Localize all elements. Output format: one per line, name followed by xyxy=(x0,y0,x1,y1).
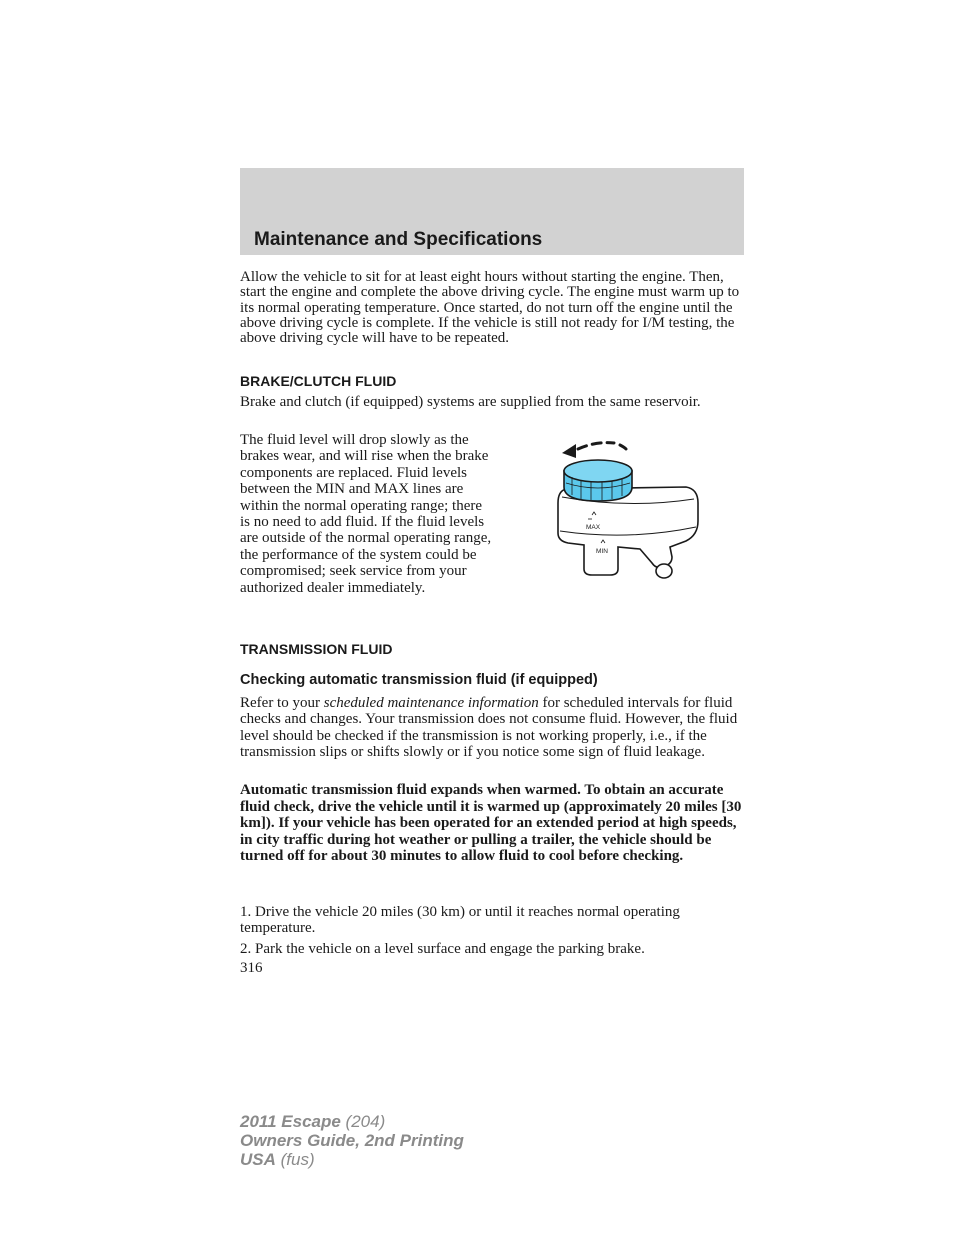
transmission-fluid-heading: TRANSMISSION FLUID xyxy=(240,641,393,657)
section-header-band xyxy=(240,168,744,255)
min-line-label: MIN xyxy=(596,548,608,555)
step-1-paragraph: 1. Drive the vehicle 20 miles (30 km) or until it reaches normal operating temperature. xyxy=(240,904,680,936)
scheduled-maintenance-reference: scheduled maintenance information xyxy=(323,695,539,711)
footer-model-code: (204) xyxy=(340,1112,386,1131)
document-footer xyxy=(240,1112,464,1169)
rotate-arrow-icon xyxy=(562,443,626,458)
footer-line-market xyxy=(240,1150,464,1169)
section-title: Maintenance and Specifications xyxy=(254,229,543,250)
footer-market-code: (fus) xyxy=(275,1150,315,1169)
footer-line-guide xyxy=(240,1131,464,1150)
transmission-intro-text-b: for scheduled intervals for fluid checks and changes. Your transmission does not consume fluid. However, the fluid level should be checked if the transmission is not working properly, i.e., if the transmission slips or shifts slowly or if you notice some sign of fluid leakage. xyxy=(240,695,738,761)
page-number: 316 xyxy=(240,960,263,976)
brake-fluid-level-paragraph: The fluid level will drop slowly as the brakes wear, and will rise when the brake components are replaced. Fluid levels between the MIN and MAX lines are within the normal operating range; there is no need to add fluid. If the fluid levels are outside of the normal operating range, the performance of the system could be compromised; seek service from your authorized dealer immediately. xyxy=(240,432,492,596)
reservoir-body xyxy=(558,487,698,578)
footer-line-model xyxy=(240,1112,464,1131)
transmission-intro-text-a: Refer to your xyxy=(240,695,324,711)
brake-clutch-heading: BRAKE/CLUTCH FLUID xyxy=(240,373,397,389)
step-2-paragraph: 2. Park the vehicle on a level surface and engage the parking brake. xyxy=(240,941,645,957)
reservoir-cap xyxy=(564,460,632,501)
footer-guide: Owners Guide, 2nd Printing xyxy=(240,1131,464,1150)
intro-paragraph: Allow the vehicle to sit for at least eight hours without starting the engine. Then, start the engine and complete the above driving cycle. The engine must warm up to its normal operating temperature. Once started, do not turn off the engine until the above driving cycle is complete. If the vehicle is still not ready for I/M testing, the above driving cycle will have to be repeated. xyxy=(240,269,740,347)
reservoir-svg xyxy=(548,437,708,587)
max-line-label: MAX xyxy=(586,524,601,531)
footer-model: 2011 Escape xyxy=(240,1112,341,1131)
transmission-warning-paragraph: Automatic transmission fluid expands when warmed. To obtain an accurate fluid check, drive the vehicle until it is warmed up (approximately 20 miles [30 km]). If your vehicle has been operated for an extended period at high speeds, in city traffic during hot weather or pulling a trailer, the vehicle should be turned off for about 30 minutes to allow fluid to cool before checking. xyxy=(240,782,742,864)
brake-fluid-reservoir-illustration xyxy=(548,437,708,587)
footer-market: USA xyxy=(240,1150,276,1169)
checking-fluid-subheading: Checking automatic transmission fluid (if equipped) xyxy=(240,672,598,688)
transmission-intro-paragraph xyxy=(240,695,746,761)
brake-reservoir-paragraph: Brake and clutch (if equipped) systems are supplied from the same reservoir. xyxy=(240,394,701,410)
